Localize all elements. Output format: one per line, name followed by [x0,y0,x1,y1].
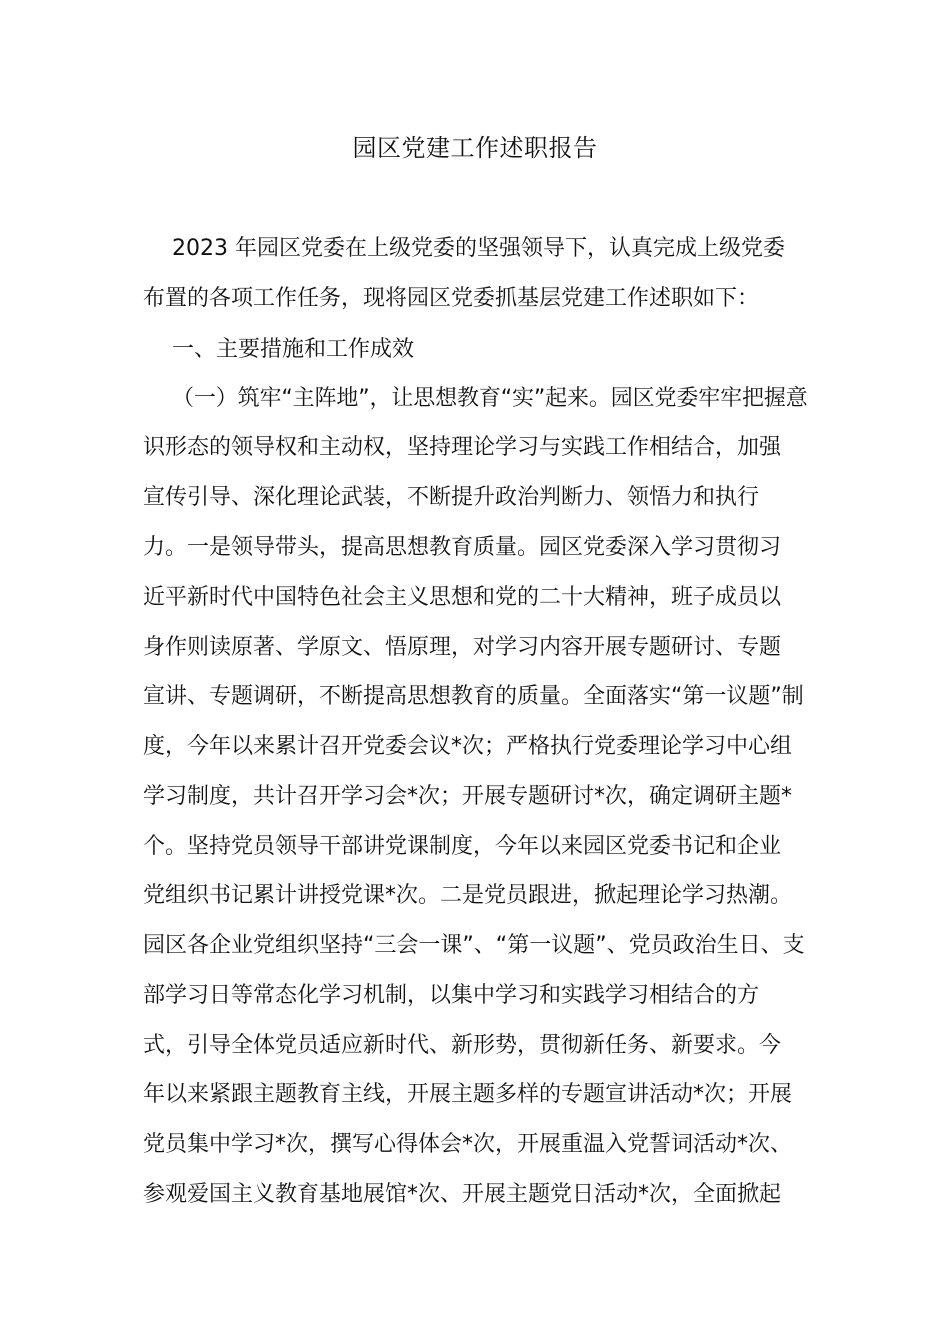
paragraph-line: 宣传引导、深化理论武装，不断提升政治判断力、领悟力和执行 [143,485,760,510]
paragraph-line: 参观爱国主义教育基地展馆*次、开展主题党日活动*次，全面掀起 [143,1182,782,1207]
paragraph-line: （一）筑牢“主阵地”，让思想教育“实”起来。园区党委牢牢把握意 [172,386,808,411]
paragraph-line: 党员集中学习*次，撰写心得体会*次，开展重温入党誓词活动*次、 [143,1132,793,1157]
paragraph-line: 度，今年以来累计召开党委会议*次；严格执行党委理论学习中心组 [143,734,793,759]
paragraph-line: 个。坚持党员领导干部讲党课制度，今年以来园区党委书记和企业 [143,834,782,859]
paragraph-line: 园区各企业党组织坚持“三会一课”、“第一议题”、党员政治生日、支 [143,933,805,958]
section-heading: 一、主要措施和工作成效 [172,337,415,362]
paragraph-line: 部学习日等常态化学习机制，以集中学习和实践学习相结合的方 [143,983,760,1008]
document-title: 园区党建工作述职报告 [352,134,598,162]
paragraph-line: 学习制度，共计召开学习会*次；开展专题研讨*次，确定调研主题* [143,784,793,809]
paragraph-line: 识形态的领导权和主动权，坚持理论学习与实践工作相结合，加强 [143,435,782,460]
paragraph-line: 近平新时代中国特色社会主义思想和党的二十大精神，班子成员以 [143,585,782,610]
paragraph-line: 身作则读原著、学原文、悟原理，对学习内容开展专题研讨、专题 [143,635,782,660]
paragraph-line: 年以来紧跟主题教育主线，开展主题多样的专题宣讲活动*次；开展 [143,1082,793,1107]
paragraph-line: 党组织书记累计讲授党课*次。二是党员跟进，掀起理论学习热潮。 [143,883,793,908]
paragraph-line: 式，引导全体党员适应新时代、新形势，贯彻新任务、新要求。今 [143,1033,782,1058]
paragraph-line: 宣讲、专题调研，不断提高思想教育的质量。全面落实“第一议题”制 [143,684,804,709]
paragraph-line: 布置的各项工作任务，现将园区党委抓基层党建工作述职如下： [143,286,760,311]
paragraph-line: 力。一是领导带头，提高思想教育质量。园区党委深入学习贯彻习 [143,535,782,560]
paragraph-line: 2023 年园区党委在上级党委的坚强领导下，认真完成上级党委 [172,236,785,261]
